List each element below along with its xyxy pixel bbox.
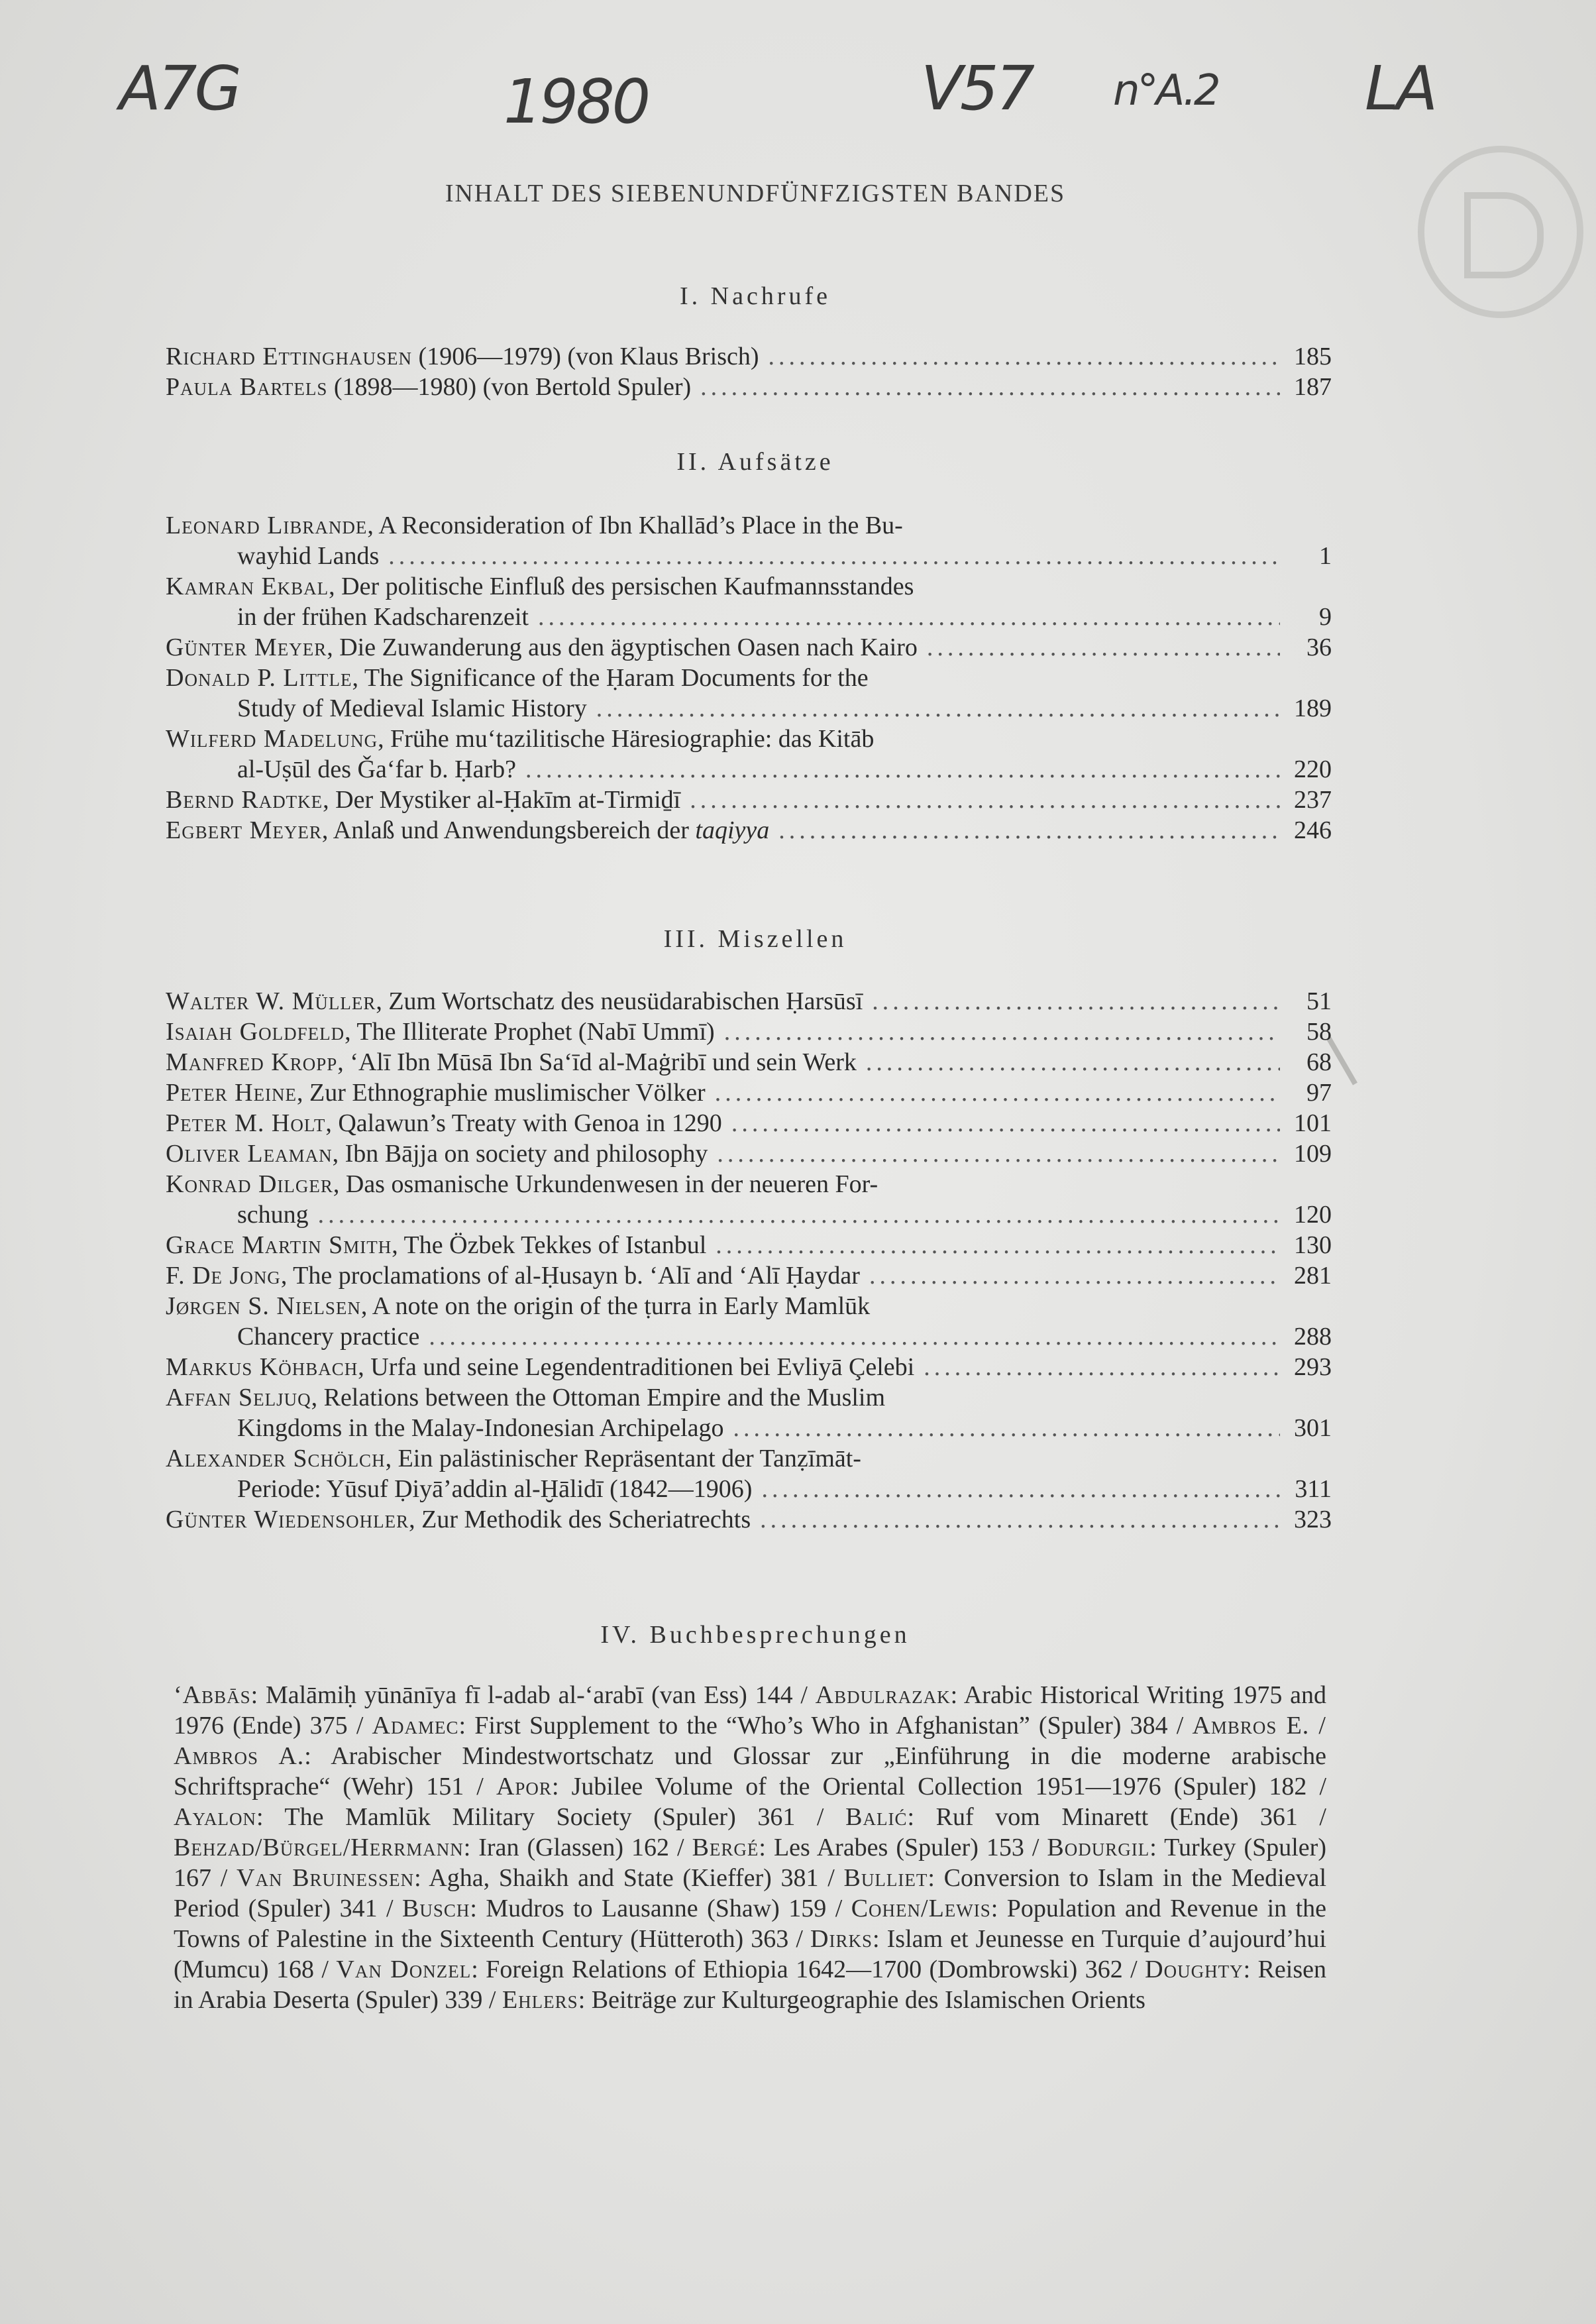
toc-entry	[166, 571, 1332, 632]
page-number: 51	[1306, 987, 1332, 1015]
toc-entry	[166, 1291, 1332, 1352]
handwritten-note: A7G	[119, 53, 239, 124]
entry-title: , Anlaß und Anwendungsbereich der	[321, 816, 696, 844]
author-name: Peter Heine	[166, 1079, 297, 1107]
toc-entry	[166, 1382, 1332, 1443]
page-number: 120	[1294, 1201, 1332, 1229]
review-author: Ayalon	[174, 1803, 256, 1831]
author-name: Leonard Librande	[166, 512, 368, 539]
review-text: : Jubilee Volume of the Oriental Collection 1951—1976 (Spuler) 182 /	[551, 1773, 1326, 1800]
author-name: Bernd Radtke	[166, 786, 323, 814]
page-number: 301	[1294, 1414, 1332, 1442]
review-author: Van Bruinessen	[237, 1864, 415, 1892]
entry-title: , Ibn Bājja on society and philosophy	[332, 1140, 708, 1168]
author-name: Isaiah Goldfeld	[166, 1018, 345, 1046]
review-author: Cohen/Lewis	[851, 1895, 991, 1922]
author-name: Peter M. Holt	[166, 1109, 326, 1137]
page-number: 185	[1294, 343, 1332, 370]
entry-title: , Zur Methodik des Scheriatrechts	[409, 1506, 751, 1533]
author-name: Alexander Schölch	[166, 1445, 386, 1472]
page-number: 293	[1294, 1353, 1332, 1381]
review-author: Ambros E. / Ambros A.	[174, 1712, 1326, 1770]
author-name: F. De Jong	[166, 1262, 281, 1290]
page-number: 189	[1294, 694, 1332, 722]
review-text: : Turkey (Spuler) 167 /	[174, 1834, 1326, 1892]
review-author: Adamec	[372, 1712, 459, 1740]
review-text: : Population and Revenue in the Towns of Palestine in the Sixteenth Century (Hütteroth) 363 /	[174, 1895, 1326, 1953]
handwritten-note: n°A.2	[1113, 66, 1218, 115]
page-number: 101	[1294, 1109, 1332, 1137]
review-author: Apor	[496, 1773, 552, 1800]
page-number: 130	[1294, 1231, 1332, 1259]
page-number: 187	[1294, 373, 1332, 401]
review-author: Balić	[845, 1803, 908, 1831]
handwritten-note: V57	[921, 53, 1033, 124]
author-name: Walter W. Müller	[166, 987, 376, 1015]
entry-title: , Qalawun’s Treaty with Genoa in 1290	[325, 1109, 722, 1137]
toc-entry	[166, 1047, 1332, 1078]
entry-title-continued: al-Uṣūl des Ǧa‘far b. Ḥarb?	[237, 755, 516, 783]
page-number: 237	[1294, 786, 1332, 814]
toc-entry	[166, 1108, 1332, 1138]
page-number: 9	[1319, 603, 1332, 631]
entry-title: , Frühe mu‘tazilitische Häresiographie: das Kitāb	[378, 725, 875, 753]
entry-title-continued: Chancery practice	[237, 1323, 420, 1351]
entry-title: , The Illiterate Prophet (Nabī Ummī)	[345, 1018, 715, 1046]
page-number: 68	[1306, 1048, 1332, 1076]
entry-title: , The proclamations of al-Ḥusayn b. ‘Alī and ‘Alī Ḥaydar	[280, 1262, 860, 1290]
page-number: 323	[1294, 1506, 1332, 1533]
review-text: : First Supplement to the “Who’s Who in Afghanistan” (Spuler) 384 /	[458, 1712, 1193, 1740]
entry-title: (1906—1979) (von Klaus Brisch)	[412, 343, 759, 370]
toc-entry	[166, 1138, 1332, 1169]
review-author: Bodurgil	[1047, 1834, 1150, 1861]
page-number: 288	[1294, 1323, 1332, 1351]
page-number: 109	[1294, 1140, 1332, 1168]
toc-entry	[166, 341, 1332, 372]
entry-title: , The Significance of the Ḥaram Documents for the	[352, 664, 869, 692]
entry-title: , Zur Ethnographie muslimischer Völker	[297, 1079, 706, 1107]
author-name: Kamran Ekbal	[166, 573, 329, 600]
review-author: Ehlers	[502, 1986, 578, 2014]
review-text: : Ruf vom Minarett (Ende) 361 /	[907, 1803, 1326, 1831]
page-title: INHALT DES SIEBENUNDFÜNFZIGSTEN BANDES	[445, 180, 1066, 207]
author-name: Jørgen S. Nielsen	[166, 1292, 361, 1320]
entry-title-continued: schung	[237, 1201, 309, 1229]
toc-entry	[166, 785, 1332, 815]
handwritten-note: 1980	[504, 66, 649, 137]
review-author: Doughty	[1145, 1956, 1244, 1983]
entry-title-continued: wayhid Lands	[237, 542, 380, 570]
review-author: ‘Abbās	[174, 1681, 251, 1709]
entry-title: , Relations between the Ottoman Empire and the Muslim	[311, 1384, 886, 1411]
entry-title: , Die Zuwanderung aus den ägyptischen Oasen nach Kairo	[327, 634, 918, 661]
toc-entry	[166, 1260, 1332, 1291]
entry-title: (1898—1980) (von Bertold Spuler)	[327, 373, 692, 401]
page-number: 311	[1295, 1475, 1332, 1503]
review-author: Busch	[402, 1895, 470, 1922]
author-name: Affan Seljuq	[166, 1384, 311, 1411]
author-name: Richard Ettinghausen	[166, 343, 413, 370]
toc-entry	[166, 1230, 1332, 1260]
entry-title: , The Özbek Tekkes of Istanbul	[392, 1231, 707, 1259]
entry-title-continued: Kingdoms in the Malay-Indonesian Archipelago	[237, 1414, 724, 1442]
author-name: Günter Meyer	[166, 634, 327, 661]
review-text: : Agha, Shaikh and State (Kieffer) 381 /	[414, 1864, 844, 1892]
entry-title-continued: Periode: Yūsuf Ḍiyā’addin al-Ḫālidī (1842—1906)	[237, 1475, 753, 1503]
entry-title: , A note on the origin of the ṭurra in Early Mamlūk	[360, 1292, 871, 1320]
review-author: Van Donzel	[336, 1956, 472, 1983]
entry-title: , A Reconsideration of Ibn Khallād’s Place in the Bu-	[367, 512, 903, 539]
review-text: : Islam et Jeunesse en Turquie d’aujourd’hui (Mumcu) 168 /	[174, 1925, 1326, 1983]
author-name: Manfred Kropp	[166, 1048, 338, 1076]
page-number: 1	[1319, 542, 1332, 570]
review-author: Bergé	[692, 1834, 759, 1861]
author-name: Günter Wiedensohler	[166, 1506, 409, 1533]
entry-title: , Der Mystiker al-Ḥakīm at-Tirmiḏī	[323, 786, 681, 814]
entry-title: , Der politische Einfluß des persischen Kaufmannsstandes	[329, 573, 914, 600]
entry-title: , ‘Alī Ibn Mūsā Ibn Sa‘īd al-Maġribī und sein Werk	[337, 1048, 857, 1076]
toc-entry	[166, 986, 1332, 1017]
toc-entry	[166, 372, 1332, 402]
page-number: 97	[1306, 1079, 1332, 1107]
toc-entry	[166, 815, 1332, 846]
handwritten-note: LA	[1365, 53, 1436, 124]
toc-entry	[166, 724, 1332, 785]
review-author: Dirks	[810, 1925, 873, 1953]
review-author: Abdulrazak	[815, 1681, 951, 1709]
review-text: : Mudros to Lausanne (Shaw) 159 /	[470, 1895, 851, 1922]
section-heading-miszellen: III. Miszellen	[663, 925, 847, 953]
toc-entry	[166, 1169, 1332, 1230]
review-text: : Arabischer Mindestwortschatz und Glossar zur „Einführung in die moderne arabische Schriftsprache“ (Wehr) 151 /	[174, 1742, 1327, 1800]
review-text: : Les Arabes (Spuler) 153 /	[759, 1834, 1047, 1861]
page-number: 246	[1294, 816, 1332, 844]
toc-entry	[166, 1017, 1332, 1047]
toc-entry	[166, 663, 1332, 724]
entry-title: , Zum Wortschatz des neusüdarabischen Ḥarsūsī	[376, 987, 863, 1015]
page-number: 220	[1294, 755, 1332, 783]
review-text: : Foreign Relations of Ethiopia 1642—1700 (Dombrowski) 362 /	[471, 1956, 1145, 1983]
review-author: Bulliet	[843, 1864, 928, 1892]
author-name: Markus Köhbach	[166, 1353, 358, 1381]
author-name: Grace Martin Smith	[166, 1231, 392, 1259]
section-heading-buchbesprechungen: IV. Buchbesprechungen	[600, 1621, 910, 1649]
review-text: : The Mamlūk Military Society (Spuler) 361 /	[256, 1803, 846, 1831]
author-name: Donald P. Little	[166, 664, 352, 692]
section-heading-nachrufe: I. Nachrufe	[679, 282, 831, 310]
review-text: : Beiträge zur Kulturgeographie des Islamischen Orients	[578, 1986, 1145, 2014]
author-name: Oliver Leaman	[166, 1140, 333, 1168]
page-number: 58	[1306, 1018, 1332, 1046]
toc-entry	[166, 632, 1332, 663]
entry-title-continued: in der frühen Kadscharenzeit	[237, 603, 529, 631]
toc-entry	[166, 1078, 1332, 1108]
author-name: Konrad Dilger	[166, 1170, 333, 1198]
toc-entry	[166, 510, 1332, 571]
entry-title-italic: taqiyya	[695, 816, 770, 844]
review-text: : Conversion to Islam in the Medieval Period (Spuler) 341 /	[174, 1864, 1326, 1922]
review-text: : Iran (Glassen) 162 /	[463, 1834, 692, 1861]
entry-title-continued: Study of Medieval Islamic History	[237, 694, 587, 722]
entry-title: , Das osmanische Urkundenwesen in der neueren For-	[333, 1170, 878, 1198]
author-name: Paula Bartels	[166, 373, 328, 401]
page-number: 281	[1294, 1262, 1332, 1290]
section-heading-aufsaetze: II. Aufsätze	[676, 448, 834, 476]
review-author: Behzad/Bürgel/Herrmann	[174, 1834, 464, 1861]
entry-title: , Urfa und seine Legendentraditionen bei Evliyā Çelebi	[358, 1353, 915, 1381]
author-name: Wilferd Madelung	[166, 725, 378, 753]
review-text: : Arabic Historical Writing 1975 and 1976 (Ende) 375 /	[174, 1681, 1326, 1740]
toc-entry	[166, 1443, 1332, 1504]
review-text: : Malāmiḥ yūnānīya fī l-adab al-‘arabī (van Ess) 144 /	[250, 1681, 816, 1709]
review-text: : Reisen in Arabia Deserta (Spuler) 339 /	[174, 1956, 1326, 2014]
toc-entry	[166, 1352, 1332, 1382]
entry-title: , Ein palästinischer Repräsentant der Tanẓīmāt-	[385, 1445, 861, 1472]
book-reviews-list	[174, 1680, 1326, 2015]
toc-entry	[166, 1504, 1332, 1535]
author-name: Egbert Meyer	[166, 816, 322, 844]
page-number: 36	[1306, 634, 1332, 661]
